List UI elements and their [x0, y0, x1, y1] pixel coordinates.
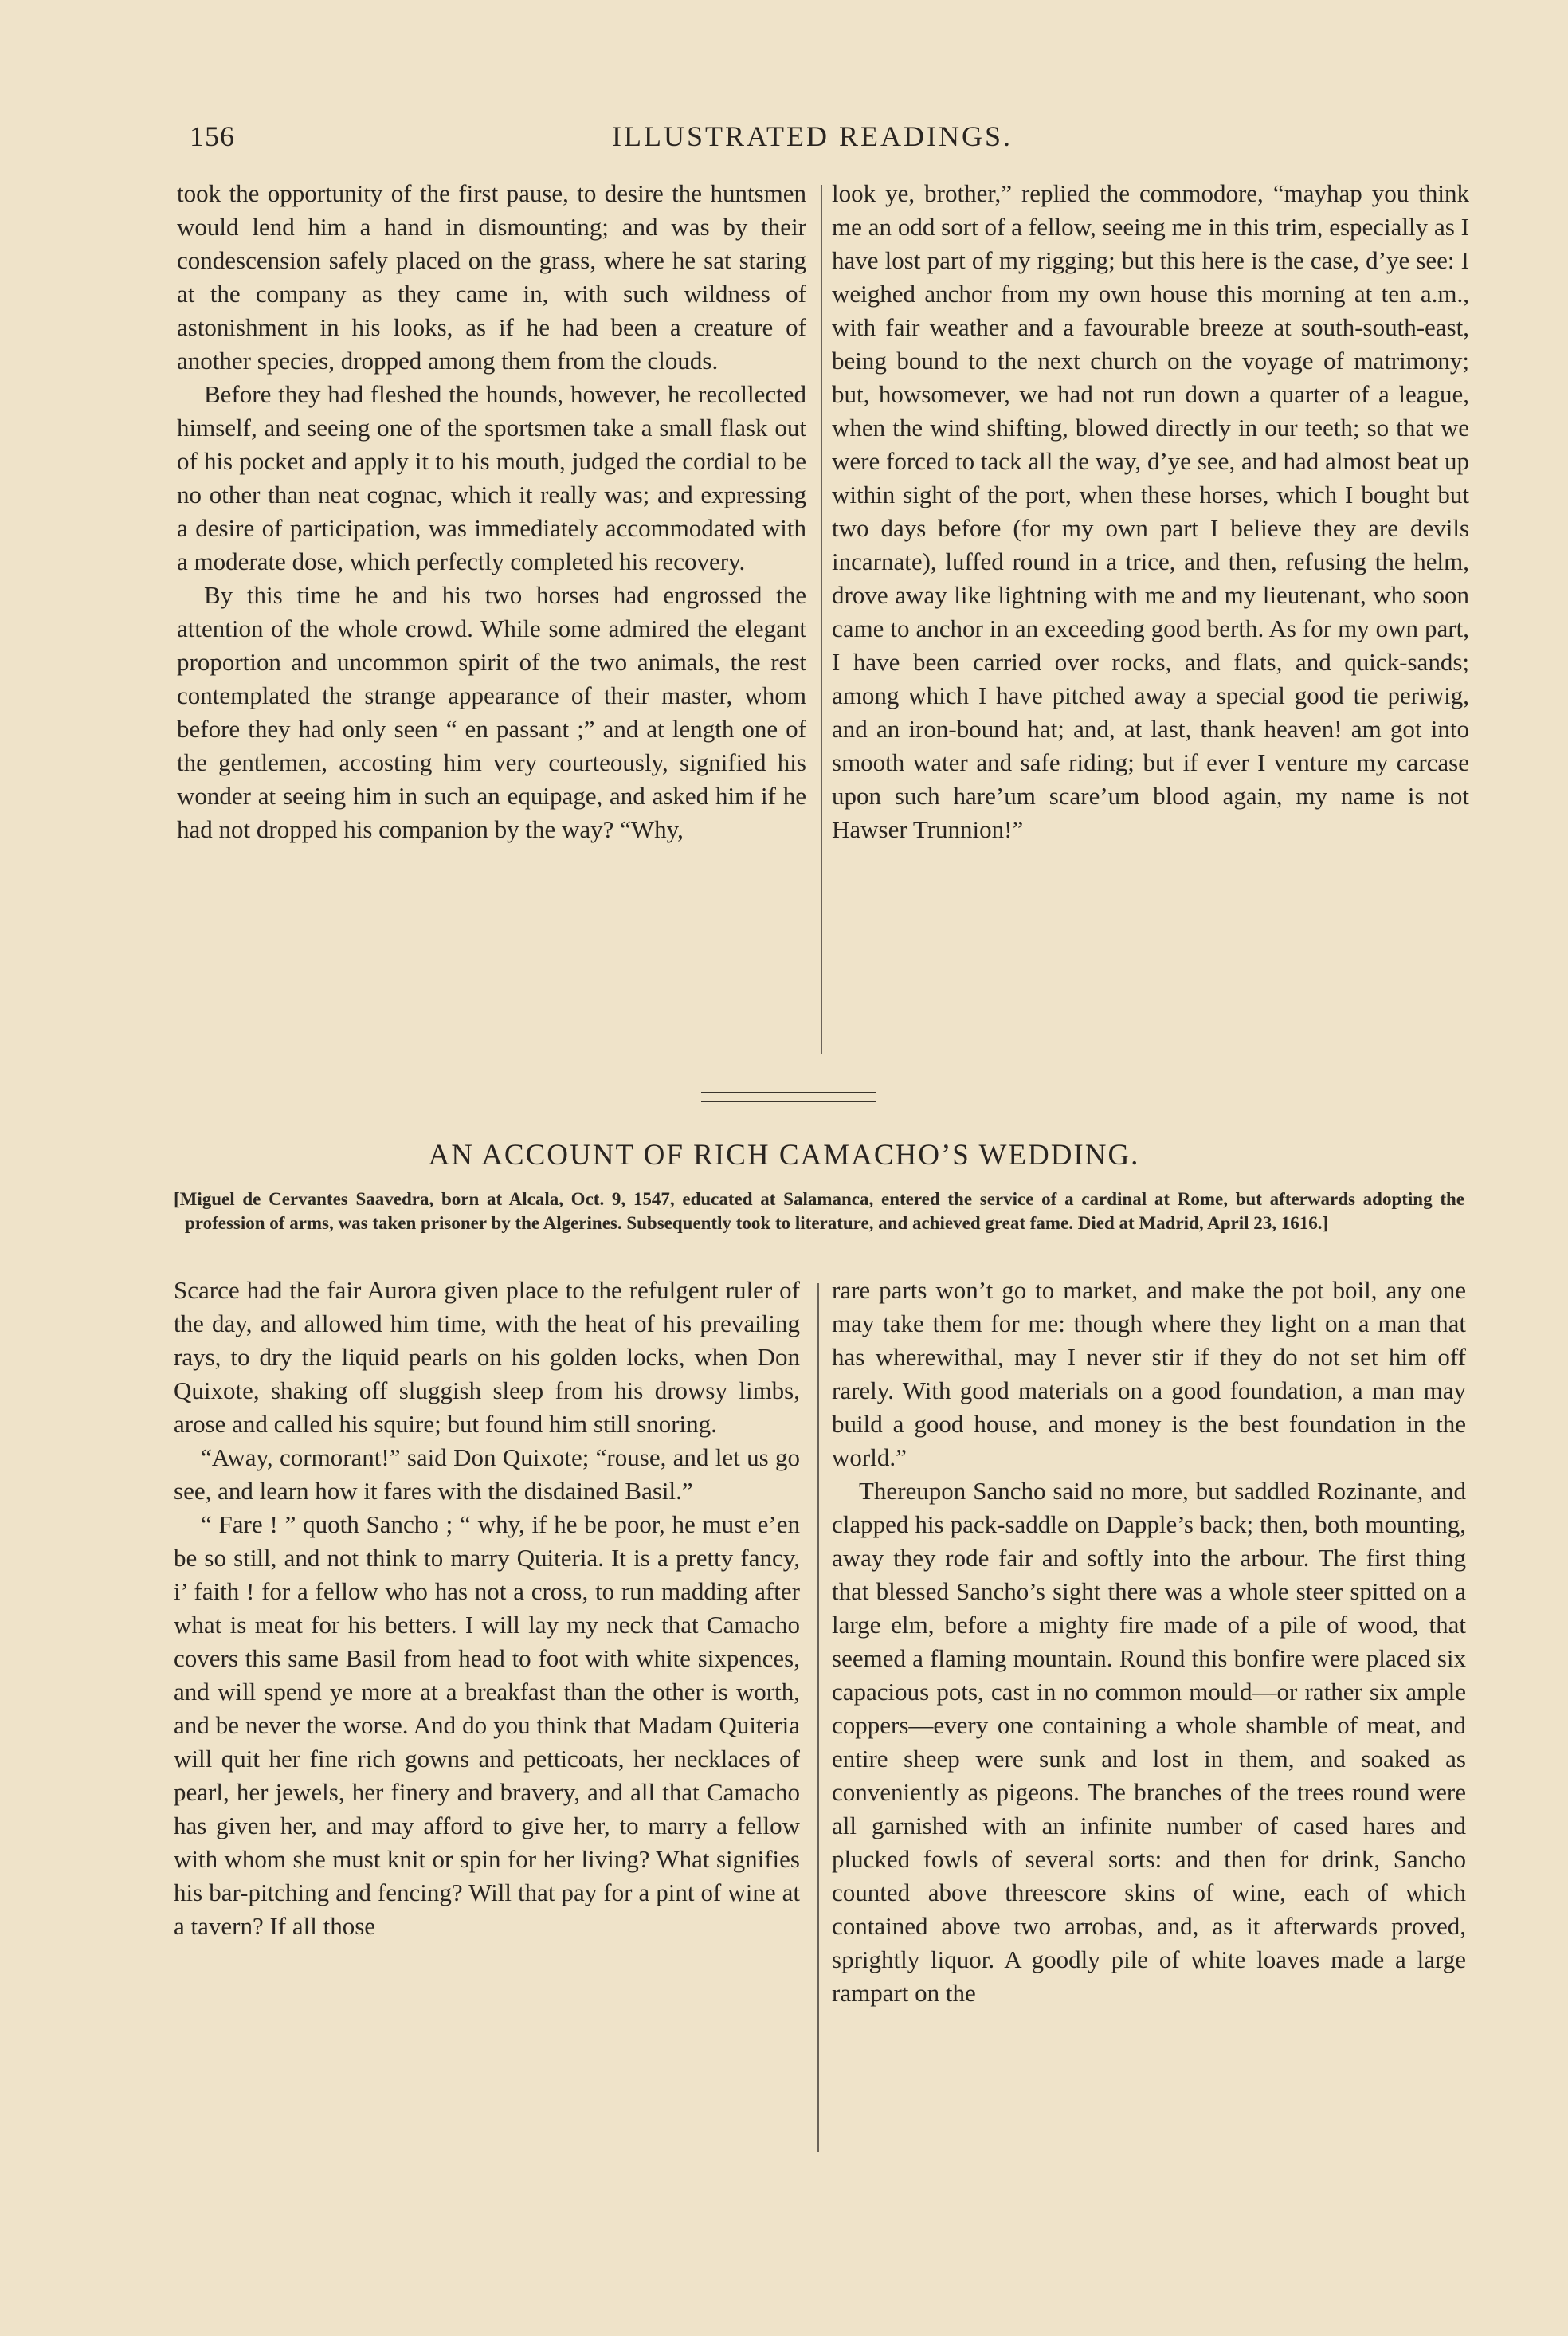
- running-head: [190, 120, 1464, 159]
- bio-note-text: [Miguel de Cervantes Saavedra, born at Alcala, Oct. 9, 1547, educated at Salamanca, entered the service of a cardinal at Rome, but afterwards adopting the profession of arms, was taken prisoner by the Algerines. Subsequently took to literature, and achieved great fame. Died at Madrid, April 23, 1616.]: [174, 1189, 1464, 1233]
- running-title: ILLUSTRATED READINGS.: [612, 120, 1013, 152]
- paragraph: “ Fare ! ” quoth Sancho ; “ why, if he be poor, he must e’en be so still, and not think to marry Quiteria. It is a pretty fancy, i’ faith ! for a fellow who has not a cross, to run madding after what is meat for his betters. I will lay my neck that Camacho covers this same Basil from head to foot with white sixpences, and will spend ye more at a breakfast than the other is worth, and be never the worse. And do you think that Madam Quiteria will quit her fine rich gowns and petticoats, her necklaces of pearl, her jewels, her finery and bravery, and all that Camacho has given her, and may afford to give her, to marry a fellow with whom she must knit or spin for her living? What signifies his bar-pitching and fencing? Will that pay for a pint of wine at a tavern? If all those: [174, 1510, 800, 1940]
- article-title: AN ACCOUNT OF RICH CAMACHO’S WEDDING.: [428, 1139, 1140, 1172]
- paragraph: took the opportunity of the first pause, to desire the huntsmen would lend him a hand in dismounting; and was by their condescension safely placed on the grass, where he sat staring at the company as they came in, with such wildness of astonishment in his looks, as if he had been a creature of another species, dropped among them from the clouds.: [177, 179, 806, 375]
- top-right-column: [832, 177, 1469, 846]
- paragraph: look ye, brother,” replied the commodore, “mayhap you think me an odd sort of a fellow, seeing me in this trim, especially as I have lost part of my rigging; but this here is the case, d’ye see: I weighed anchor from my own house this morning at ten a.m., with fair weather and a favourable breeze at south-south-east, being bound to the next church on the voyage of matrimony; but, howsomever, we had not run down a quarter of a league, when the wind shifting, blowed directly in our teeth; so that we were forced to tack all the way, d’ye see, and had almost beat up within sight of the port, when these horses, which I bought but two days before (for my own part I believe they are devils incarnate), luffed round in a trice, and then, refusing the helm, drove away like lightning with me and my lieutenant, who soon came to anchor in an exceeding good berth. As for my own part, I have been carried over rocks, and flats, and quick-sands; among which I have pitched away a special good tie periwig, and an iron-bound hat; and, at last, thank heaven! am got into smooth water and safe riding; but if ever I venture my carcase upon such hare’um scare’um blood again, my name is not Hawser Trunnion!”: [832, 179, 1469, 843]
- paragraph: Before they had fleshed the hounds, however, he recollected himself, and seeing one of the sportsmen take a small flask out of his pocket and apply it to his mouth, judged the cordial to be no other than neat cognac, which it really was; and expressing a desire of participation, was immediately accommodated with a moderate dose, which perfectly completed his recovery.: [177, 380, 806, 575]
- article-right-column: [832, 1274, 1466, 2010]
- paragraph: Scarce had the fair Aurora given place to the refulgent ruler of the day, and allowed him time, with the heat of his prevailing rays, to dry the liquid pearls on his golden locks, when Don Quixote, shaking off sluggish sleep from his drowsy limbs, arose and called his squire; but found him still snoring.: [174, 1276, 800, 1438]
- page-number: 156: [190, 120, 235, 152]
- top-left-column: [177, 177, 806, 846]
- paragraph: By this time he and his two horses had engrossed the attention of the whole crowd. While some admired the elegant proportion and uncommon spirit of the two animals, the rest contemplated the strange appearance of their master, whom before they had only seen “ en passant ;” and at length one of the gentlemen, accosting him very courteously, signified his wonder at seeing him in such an equipage, and asked him if he had not dropped his companion by the way? “Why,: [177, 581, 806, 843]
- paragraph: Thereupon Sancho said no more, but saddled Rozinante, and clapped his pack-saddle on Dapple’s back; then, both mounting, away they rode fair and softly into the arbour. The first thing that blessed Sancho’s sight there was a whole steer spitted on a large elm, before a mighty fire made of a pile of wood, that seemed a flaming mountain. Round this bonfire were placed six capacious pots, cast in no common mould—or rather six ample coppers—every one containing a whole shamble of meat, and entire sheep were sunk and lost in them, and soaked as conveniently as pigeons. The branches of the trees round were all garnished with an infinite number of cased hares and plucked fowls of several sorts: and then for drink, Sancho counted above threescore skins of wine, each of which contained above two arrobas, and, as it afterwards proved, sprightly liquor. A goodly pile of white loaves made a large rampart on the: [832, 1477, 1466, 2007]
- column-divider: [817, 1283, 819, 2152]
- article-left-column: [174, 1274, 800, 1943]
- paragraph: “Away, cormorant!” said Don Quixote; “rouse, and let us go see, and learn how it fares with the disdained Basil.”: [174, 1443, 800, 1505]
- section-divider: [701, 1092, 876, 1102]
- column-divider: [821, 185, 822, 1054]
- author-bio-note: [174, 1188, 1464, 1235]
- paragraph: rare parts won’t go to market, and make the pot boil, any one may take them for me: though where they light on a man that has wherewithal, may I never stir if they do not set him off rarely. With good materials on a good foundation, a man may build a good house, and money is the best foundation in the world.”: [832, 1276, 1466, 1471]
